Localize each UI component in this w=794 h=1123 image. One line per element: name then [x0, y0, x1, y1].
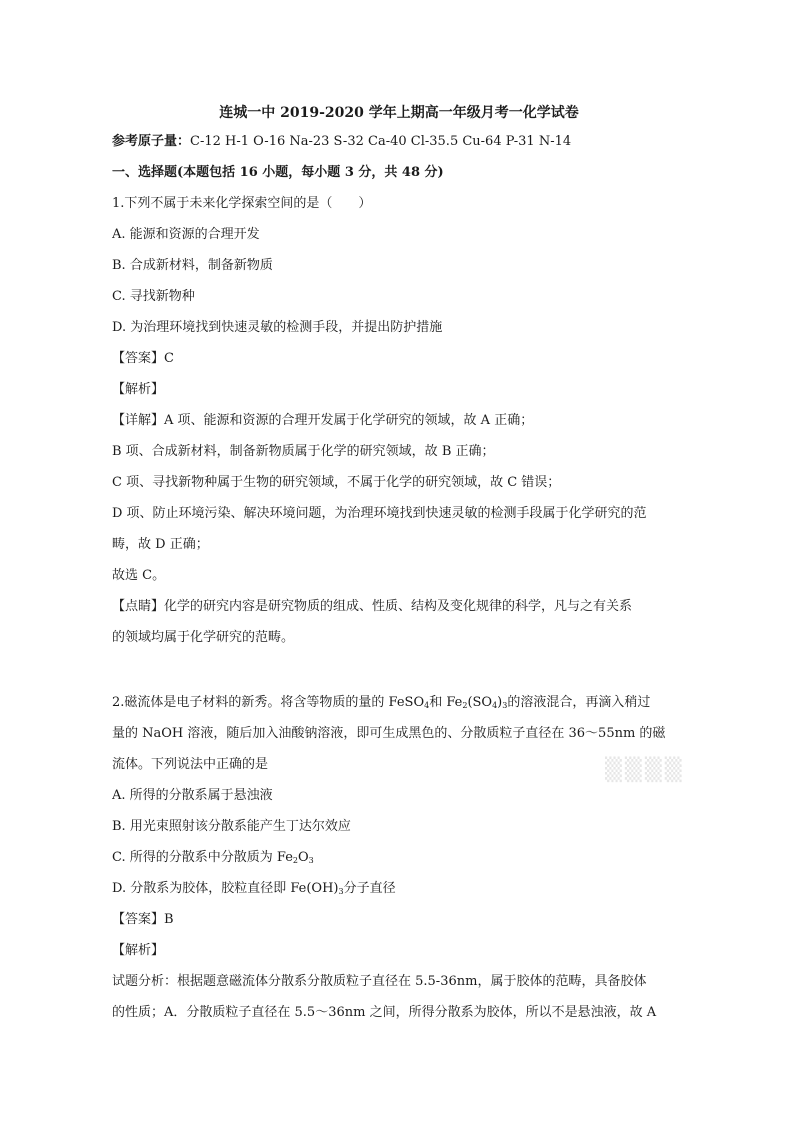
- q2-analysis-line: 的性质；A．分散质粒子直径在 5.5～36nm 之间，所得分散系为胶体，所以不是悬浊液，故 A: [112, 1005, 657, 1020]
- q1-detail-line: B 项、合成新材料，制备新物质属于化学的研究领域，故 B 正确；: [112, 444, 495, 459]
- q2-analysis-line: 试题分析：根据题意磁流体分散系分散质粒子直径在 5.5-36nm，属于胶体的范畴，具备胶体: [112, 974, 647, 989]
- q1-stem: 1.下列不属于未来化学探索空间的是（ ）: [112, 196, 372, 211]
- watermark-logo: ▒▒▒▒: [605, 758, 685, 783]
- q1-detail-line: D 项、防止环境污染、解决环境问题，为治理环境找到快速灵敏的检测手段属于化学研究的范: [112, 506, 647, 521]
- q2-option-d: [112, 880, 686, 898]
- atomic-mass-label: 参考原子量：: [112, 134, 191, 149]
- subscript: 3: [308, 856, 314, 865]
- q2-option-a: A. 所得的分散系属于悬浊液: [112, 788, 273, 803]
- q1-detail-line: 畴，故 D 正确；: [112, 537, 209, 552]
- q2-stem: 量的 NaOH 溶液，随后加入油酸钠溶液，即可生成黑色的、分散质粒子直径在 36～55nm 的磁: [112, 726, 666, 741]
- q2-option-text: C. 所得的分散系中分散质为 Fe: [112, 850, 293, 865]
- subscript: 4: [492, 701, 498, 710]
- q1-detail-label: 【详解】: [112, 413, 165, 428]
- q1-option-c: C. 寻找新物种: [112, 289, 195, 304]
- q2-answer: 【答案】B: [112, 912, 174, 927]
- q1-detail-text: A 项、能源和资源的合理开发属于化学研究的领域，故 A 正确；: [164, 413, 534, 428]
- q2-option-text: O: [297, 850, 309, 865]
- q2-option-text: D. 分散系为胶体，胶粒直径即 Fe(OH): [112, 881, 339, 896]
- q1-detail-line: C 项、寻找新物种属于生物的研究领域，不属于化学的研究领域，故 C 错误；: [112, 475, 561, 490]
- q2-analysis-label: 【解析】: [112, 943, 165, 958]
- section-heading: 一、选择题(本题包括 16 小题，每小题 3 分，共 48 分): [112, 165, 444, 180]
- subscript: 3: [502, 701, 508, 710]
- q1-tip-text: 化学的研究内容是研究物质的组成、性质、结构及变化规律的科学，凡与之有关系: [164, 599, 633, 614]
- subscript: 3: [338, 887, 344, 896]
- q1-tip-line: [112, 598, 686, 616]
- subscript: 2: [292, 856, 298, 865]
- atomic-mass-values: C-12 H-1 O-16 Na-23 S-32 Ca-40 Cl-35.5 Cu-64 P-31 N-14: [190, 134, 572, 149]
- q2-stem-text: ): [497, 695, 503, 710]
- q2-option-b: B. 用光束照射该分散系能产生丁达尔效应: [112, 819, 351, 834]
- q2-option-c: [112, 849, 686, 867]
- subscript: 4: [424, 701, 430, 710]
- q2-stem-text: (SO: [467, 695, 493, 710]
- q2-stem: [112, 694, 686, 712]
- subscript: 2: [462, 701, 468, 710]
- atomic-mass-line: [112, 133, 686, 151]
- q2-stem: 流体。下列说法中正确的是: [112, 757, 269, 772]
- page-title: 连城一中 2019-2020 学年上期高一年级月考一化学试卷: [219, 105, 579, 121]
- q2-stem-text: 2.磁流体是电子材料的新秀。将含等物质的量的 FeSO: [112, 695, 425, 710]
- q1-analysis-label: 【解析】: [112, 382, 165, 397]
- q1-option-b: B. 合成新材料，制备新物质: [112, 258, 273, 273]
- q1-detail-line: [112, 412, 686, 430]
- q1-detail-line: 故选 C。: [112, 568, 166, 583]
- q1-tip-line: 的领域均属于化学研究的范畴。: [112, 630, 295, 645]
- q1-answer: 【答案】C: [112, 351, 174, 366]
- q1-tip-label: 【点睛】: [112, 599, 165, 614]
- q2-option-text: 分子直径: [343, 881, 396, 896]
- q1-option-a: A. 能源和资源的合理开发: [112, 227, 260, 242]
- q2-stem-text: 和 Fe: [429, 695, 463, 710]
- q2-stem-text: 的溶液混合，再滴入稍过: [507, 695, 651, 710]
- q1-option-d: D. 为治理环境找到快速灵敏的检测手段，并提出防护措施: [112, 320, 443, 335]
